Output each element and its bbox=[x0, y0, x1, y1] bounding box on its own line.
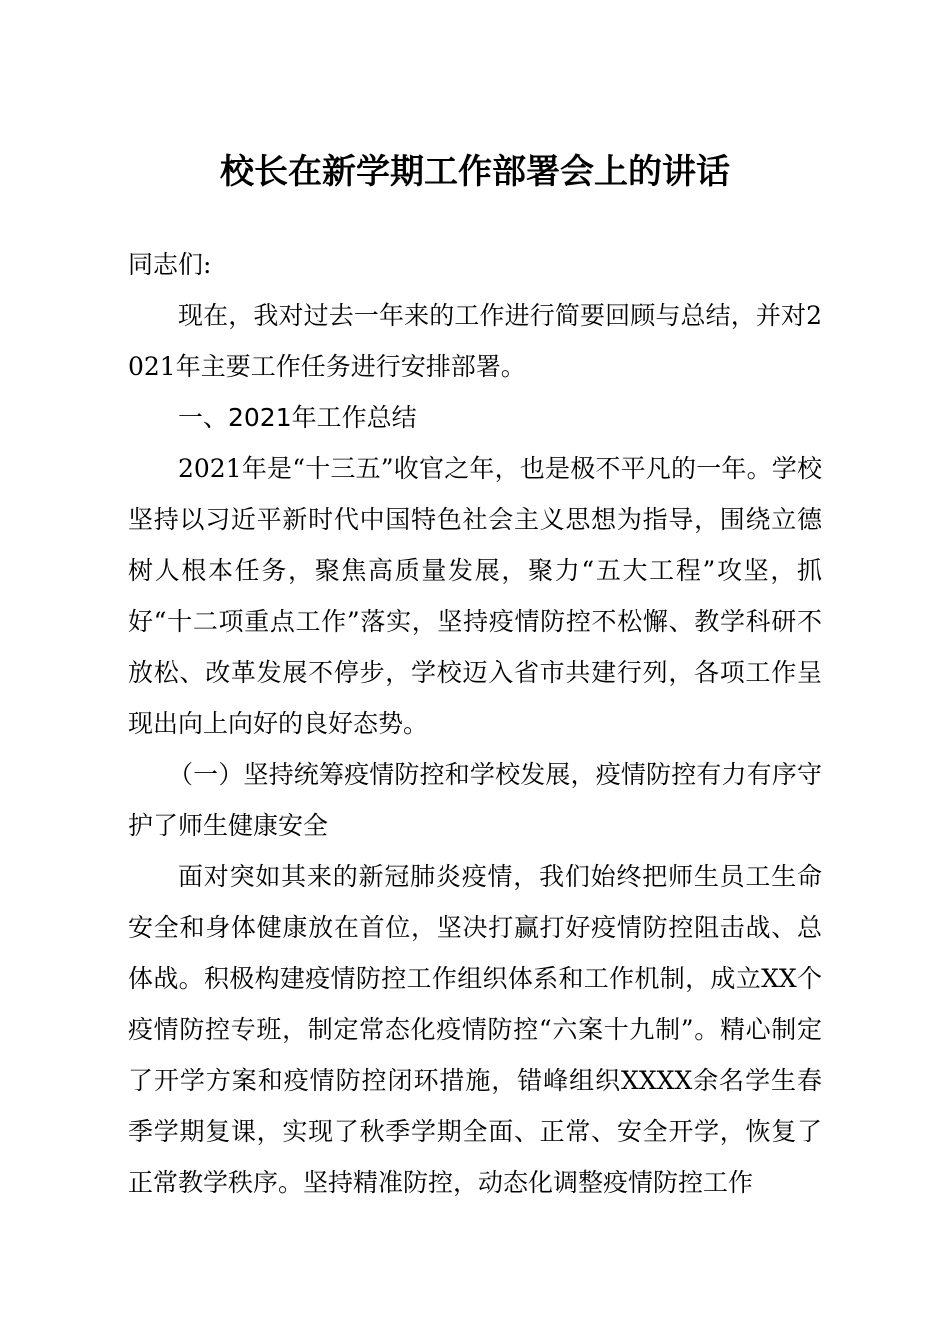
salutation: 同志们: bbox=[128, 250, 212, 279]
subsection-1-paragraph: 面对突如其来的新冠肺炎疫情，我们始终把师生员工生命安全和身体健康放在首位，坚决打赢打好疫情防控阻击战、总体战。积极构建疫情防控工作组织体系和工作机制，成立XX个疫情防控专班，制定常态化疫情防控“六案十九制”。精心制定了开学方案和疫情防控闭环措施，错峰组织XXXX余名学生春季学期复课，实现了秋季学期全面、正常、安全开学，恢复了正常教学秩序。坚持精准防控，动态化调整疫情防控工作 bbox=[128, 862, 822, 1197]
subsection-heading-1: （一）坚持统筹疫情防控和学校发展，疫情防控有力有序守护了师生健康安全 bbox=[128, 760, 822, 840]
document-title: 校长在新学期工作部署会上的讲话 bbox=[220, 152, 730, 192]
document-body bbox=[128, 239, 822, 1208]
section-1-paragraph: 2021年是“十三五”收官之年，也是极不平凡的一年。学校坚持以习近平新时代中国特色社会主义思想为指导，围绕立德树人根本任务，聚焦高质量发展，聚力“五大工程”攻坚，抓好“十二项重点工作”落实，坚持疫情防控不松懈、教学科研不放松、改革发展不停步，学校迈入省市共建行列，各项工作呈现出向上向好的良好态势。 bbox=[128, 454, 822, 738]
intro-paragraph: 现在，我对过去一年来的工作进行简要回顾与总结，并对2021年主要工作任务进行安排部署。 bbox=[128, 301, 822, 381]
section-heading-1: 一、2021年工作总结 bbox=[178, 403, 417, 432]
